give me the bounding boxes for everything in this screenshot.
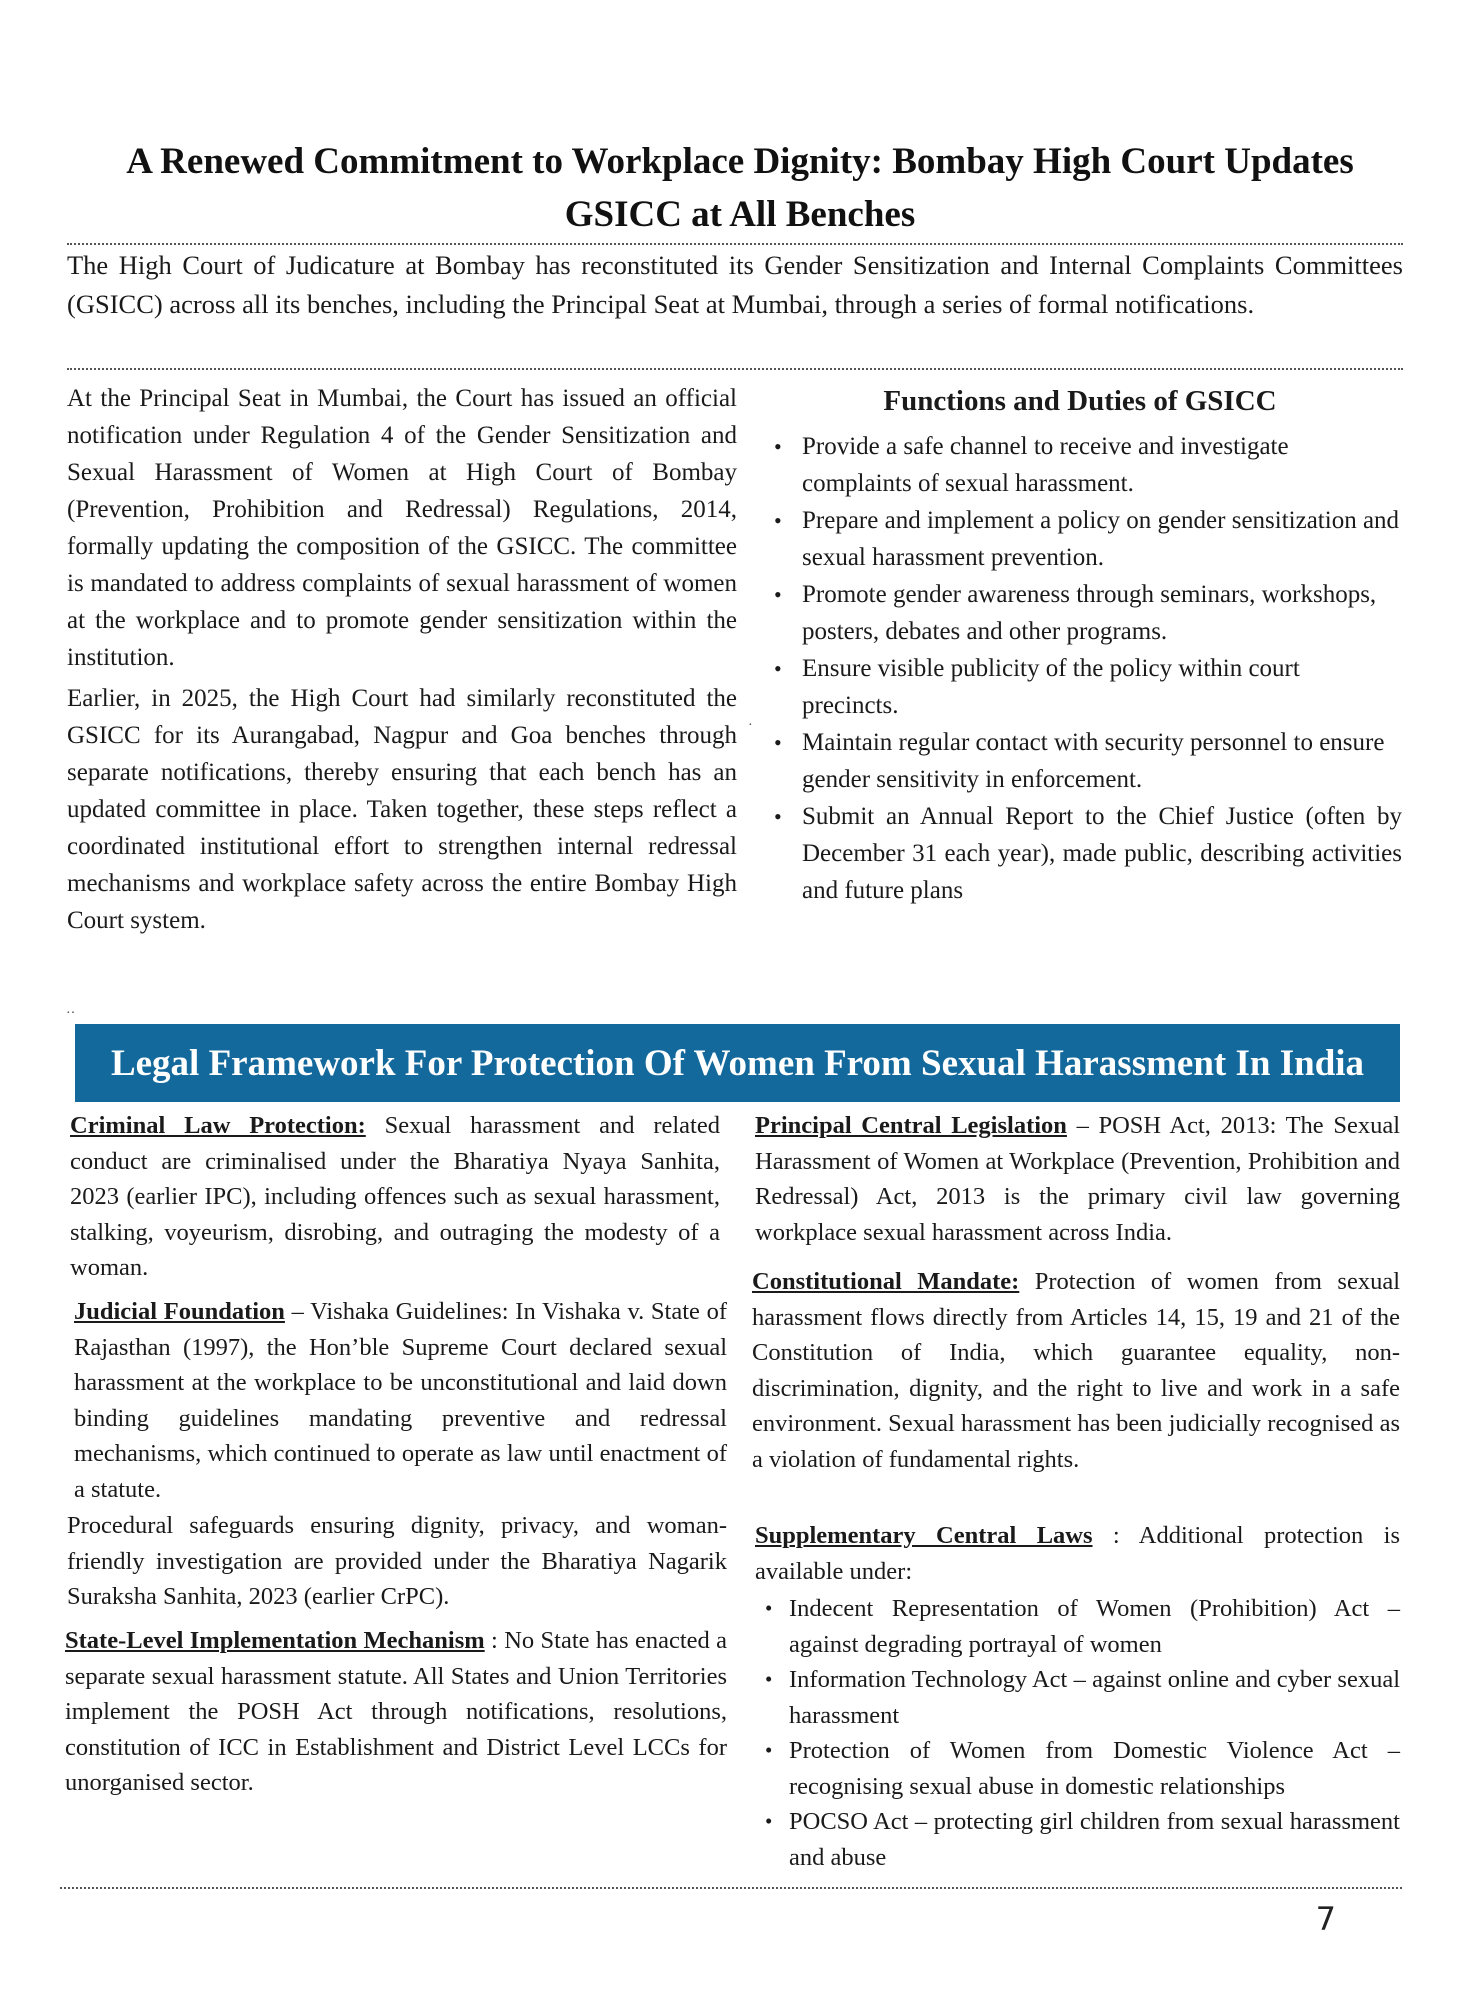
- divider: [60, 1887, 1402, 1889]
- paragraph-earlier-benches: Earlier, in 2025, the High Court had similarly reconstituted the GSICC for its Aurangabad, Nagpur and Goa benches through separate notifications, thereby ensuring that each bench has an updated committee in place. Taken together, these steps reflect a coordinated institutional effort to strengthen internal redressal mechanisms and workplace safety across the entire Bombay High Court system.: [67, 685, 737, 934]
- supplementary-laws-text: : Additional protection is available under:: [755, 1522, 1400, 1585]
- paragraph-principal-seat: At the Principal Seat in Mumbai, the Court has issued an official notification under Regulation 4 of the Gender Sensitization and Sexual Harassment of Women at High Court of Bombay (Prevention, Prohibition and Redressal) Regulations, 2014, formally updating the composition of the GSICC. The committee is mandated to address complaints of sexual harassment of women at the workplace and to promote gender sensitization within the institution.: [67, 385, 737, 671]
- criminal-law-block: [70, 1108, 720, 1286]
- supplementary-laws-list: [755, 1591, 1400, 1875]
- principal-legislation-block: [755, 1108, 1400, 1250]
- judicial-foundation-text: – Vishaka Guidelines: In Vishaka v. State of Rajasthan (1997), the Hon’ble Supreme Court declared sexual harassment at the workplace to be unconstitutional and laid down binding guidelines mandating preventive and redressal mechanisms, which continued to operate as law until enactment of a statute.: [74, 1298, 728, 1503]
- divider: [67, 243, 1403, 245]
- list-item: • POCSO Act – protecting girl children from sexual harassment and abuse: [755, 1804, 1400, 1875]
- list-item: • Maintain regular contact with security personnel to ensure gender sensitivity in enforcement.: [770, 724, 1402, 798]
- divider: [67, 368, 1403, 370]
- list-item: • Protection of Women from Domestic Violence Act – recognising sexual abuse in domestic relationships: [755, 1733, 1400, 1804]
- list-item: • Ensure visible publicity of the policy within court precincts.: [770, 650, 1402, 724]
- procedural-safeguards-block: Procedural safeguards ensuring dignity, privacy, and woman-friendly investigation are provided under the Bharatiya Nagarik Suraksha Sanhita, 2023 (earlier CrPC).: [67, 1512, 727, 1610]
- supplementary-laws-block: [755, 1518, 1400, 1875]
- list-item: • Indecent Representation of Women (Prohibition) Act – against degrading portrayal of women: [755, 1591, 1400, 1662]
- list-item: • Prepare and implement a policy on gender sensitization and sexual harassment prevention.: [770, 502, 1402, 576]
- constitutional-mandate-text: Protection of women from sexual harassment flows directly from Articles 14, 15, 19 and 21 of the Constitution of India, which guarantee equality, non-discrimination, dignity, and the right to live and work in a safe environment. Sexual harassment has been judicially recognised as a violation of fundamental rights.: [752, 1268, 1400, 1473]
- state-level-block: [65, 1623, 727, 1801]
- section-banner: Legal Framework For Protection Of Women From Sexual Harassment In India: [75, 1024, 1400, 1102]
- state-level-text: : No State has enacted a separate sexual harassment statute. All States and Union Territories implement the POSH Act through notifications, resolutions, constitution of ICC in Establishment and District Level LCCs for unorganised sector.: [65, 1627, 728, 1796]
- state-level-label: State-Level Implementation Mechanism: [65, 1627, 485, 1654]
- judicial-foundation-block: [74, 1294, 727, 1507]
- judicial-foundation-label: Judicial Foundation: [74, 1298, 285, 1325]
- dot-mark: ··: [66, 1006, 76, 1021]
- principal-legislation-label: Principal Central Legislation: [755, 1112, 1067, 1139]
- principal-legislation-text: – POSH Act, 2013: The Sexual Harassment of Women at Workplace (Prevention, Prohibition and Redressal) Act, 2013 is the primary civil law governing workplace sexual harassment across India.: [755, 1112, 1401, 1246]
- criminal-law-label: Criminal Law Protection:: [70, 1112, 366, 1139]
- list-item: • Information Technology Act – against online and cyber sexual harassment: [755, 1662, 1400, 1733]
- functions-list: [770, 428, 1402, 909]
- dot-mark: ·: [748, 718, 753, 733]
- constitutional-mandate-block: [752, 1264, 1400, 1477]
- left-column: [67, 380, 737, 943]
- list-item: • Promote gender awareness through seminars, workshops, posters, debates and other programs.: [770, 576, 1402, 650]
- list-item: • Submit an Annual Report to the Chief Justice (often by December 31 each year), made public, describing activities and future plans: [770, 798, 1402, 909]
- constitutional-mandate-label: Constitutional Mandate:: [752, 1268, 1020, 1295]
- page-title: A Renewed Commitment to Workplace Dignity: Bombay High Court Updates GSICC at All Benches: [126, 141, 1354, 235]
- functions-heading: Functions and Duties of GSICC: [883, 385, 1277, 417]
- list-item: • Provide a safe channel to receive and investigate complaints of sexual harassment.: [770, 428, 1402, 502]
- criminal-law-text: Sexual harassment and related conduct are criminalised under the Bharatiya Nyaya Sanhita, 2023 (earlier IPC), including offences such as sexual harassment, stalking, voyeurism, disrobing, and outraging the modesty of a woman.: [70, 1112, 720, 1281]
- intro-paragraph: The High Court of Judicature at Bombay has reconstituted its Gender Sensitization and Internal Complaints Committees (GSICC) across all its benches, including the Principal Seat at Mumbai, through a series of formal notifications.: [67, 250, 1403, 319]
- page-number: 7: [1315, 1900, 1336, 1938]
- supplementary-laws-label: Supplementary Central Laws: [755, 1522, 1093, 1549]
